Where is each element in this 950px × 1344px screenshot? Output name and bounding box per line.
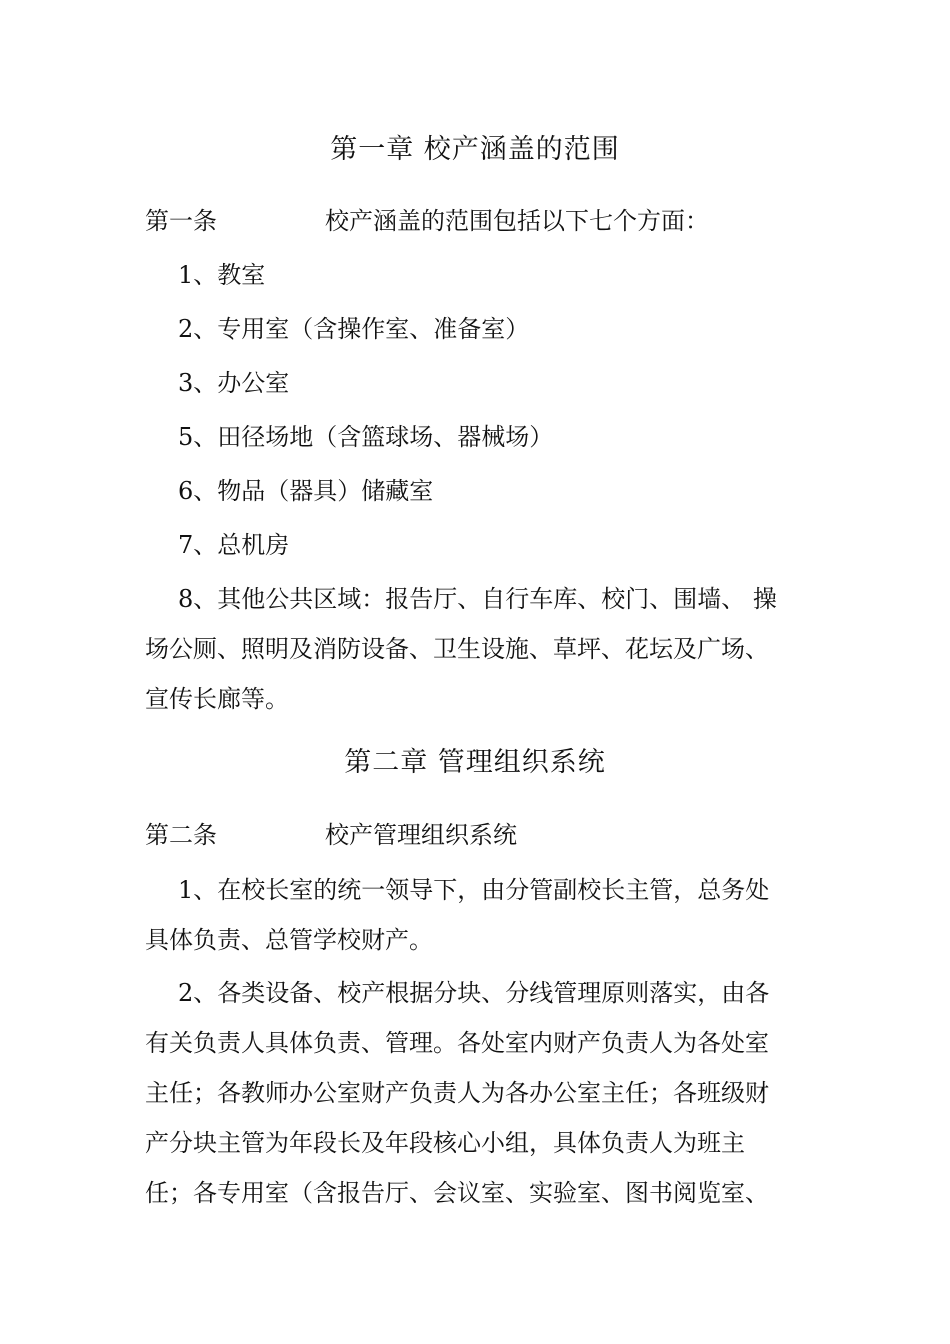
article-1-label: 第一条 [145,207,217,235]
list-item: 2、专用室（含操作室、准备室） [178,315,530,343]
article-1-text: 校产涵盖的范围包括以下七个方面： [325,207,709,235]
article-1 [145,204,709,238]
paragraph-2-line: 任；各专用室（含报告厅、会议室、实验室、图书阅览室、 [145,1179,769,1207]
item-8-line: 8、其他公共区域：报告厅、自行车库、校门、围墙、 操 [178,585,777,613]
paragraph-2-line: 主任；各教师办公室财产负责人为各办公室主任；各班级财 [145,1079,769,1107]
article-2-text: 校产管理组织系统 [325,821,517,849]
list-item: 3、办公室 [178,369,290,397]
list-item: 7、总机房 [178,531,290,559]
article-2-label: 第二条 [145,821,217,849]
paragraph-1-line: 具体负责、总管学校财产。 [145,926,433,954]
list-item: 6、物品（器具）储藏室 [178,477,434,505]
item-8-line: 场公厕、照明及消防设备、卫生设施、草坪、花坛及广场、 [145,635,769,663]
item-8-line: 宣传长廊等。 [145,685,289,713]
article-2 [145,818,517,852]
paragraph-2-line: 有关负责人具体负责、管理。各处室内财产负责人为各处室 [145,1029,769,1057]
list-item: 5、田径场地（含篮球场、器械场） [178,423,554,451]
paragraph-1-line: 1、在校长室的统一领导下，由分管副校长主管，总务处 [178,876,770,904]
list-item: 1、教室 [178,261,266,289]
chapter-2-title: 第二章 管理组织系统 [344,747,606,778]
paragraph-2-line: 2、各类设备、校产根据分块、分线管理原则落实，由各 [178,979,770,1007]
paragraph-2-line: 产分块主管为年段长及年段核心小组，具体负责人为班主 [145,1129,745,1157]
chapter-1-title: 第一章 校产涵盖的范围 [330,134,620,165]
